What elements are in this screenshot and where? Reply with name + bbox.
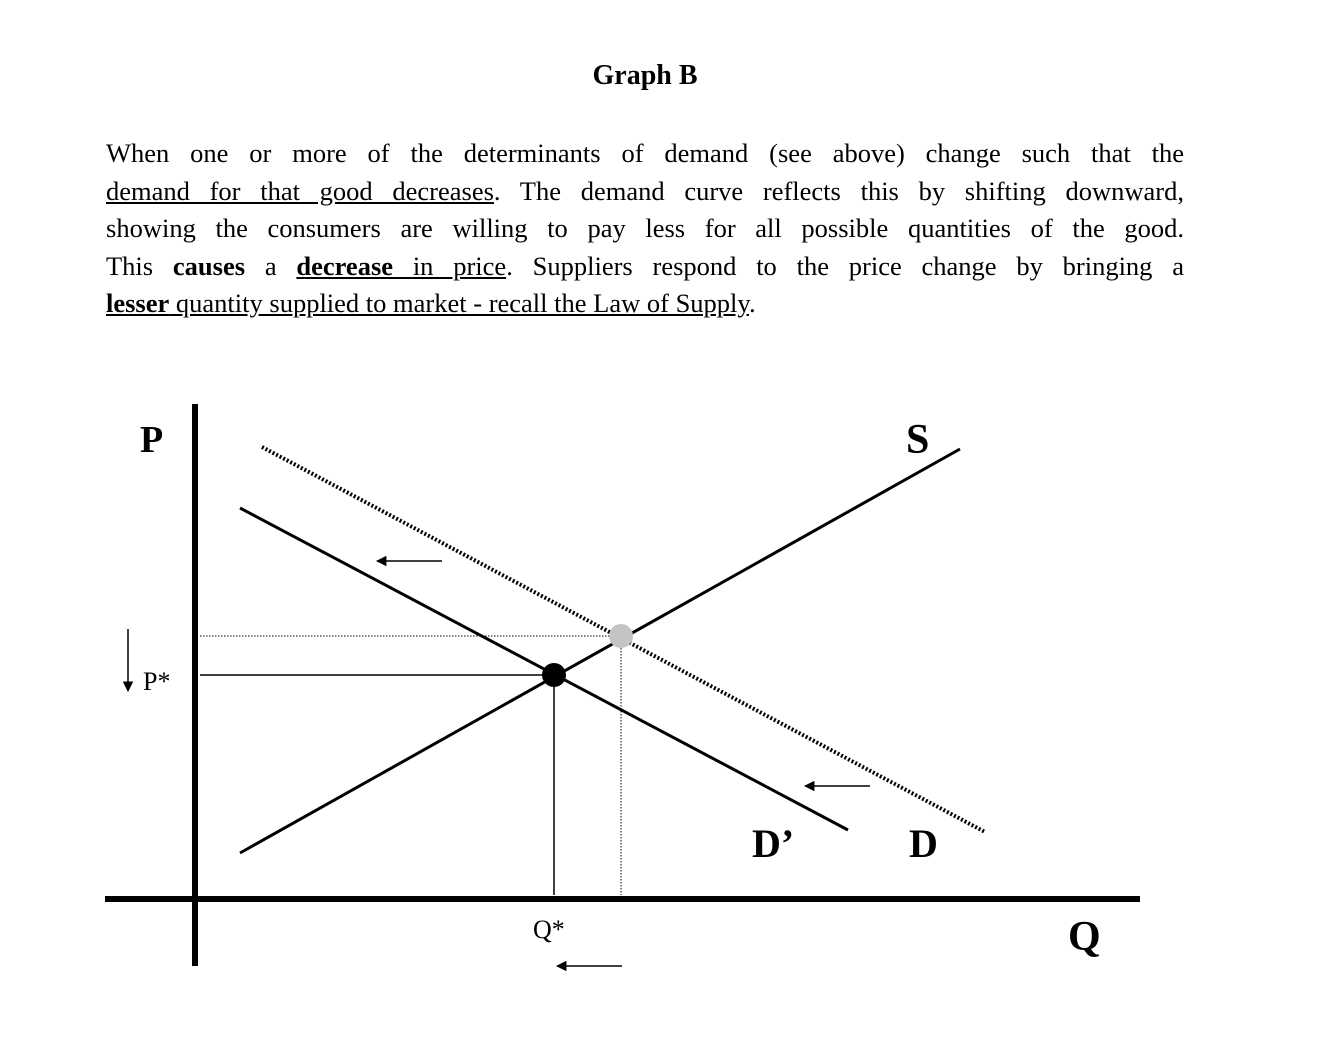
demand-decreases-phrase: demand for that good decreases bbox=[106, 175, 494, 206]
old-demand-label: D bbox=[909, 821, 938, 866]
price-label: P* bbox=[143, 667, 171, 696]
new-demand-label: D’ bbox=[752, 821, 795, 866]
paragraph-line-2-rest: . The demand curve reflects this by shifting downward, bbox=[493, 175, 1184, 206]
x-axis-label: Q bbox=[1068, 914, 1101, 960]
text-period: . bbox=[748, 288, 756, 318]
text-decrease: decrease bbox=[296, 250, 394, 281]
quantity-label: Q* bbox=[533, 915, 565, 944]
paragraph-line-4-rest: . Suppliers respond to the price change by bringing a bbox=[506, 250, 1184, 281]
paragraph-line-3: showing the consumers are willing to pay less for all possible quantities of the good. bbox=[106, 213, 1184, 243]
old-equilibrium-point bbox=[609, 624, 633, 648]
text-in-price: in price bbox=[393, 250, 507, 281]
text-quantity-supplied: quantity supplied to market - recall the Law of Supply bbox=[169, 288, 749, 318]
text-this: This bbox=[106, 250, 173, 281]
page-title: Graph B bbox=[592, 60, 698, 91]
paragraph-line-1: When one or more of the determinants of demand (see above) change such that the bbox=[106, 138, 1184, 168]
supply-curve bbox=[240, 449, 960, 853]
y-axis-label: P bbox=[140, 419, 164, 461]
text-lesser: lesser bbox=[106, 288, 170, 318]
text-a: a bbox=[245, 250, 297, 281]
text-causes: causes bbox=[172, 250, 246, 281]
new-equilibrium-point bbox=[542, 663, 566, 687]
supply-label: S bbox=[906, 417, 930, 463]
